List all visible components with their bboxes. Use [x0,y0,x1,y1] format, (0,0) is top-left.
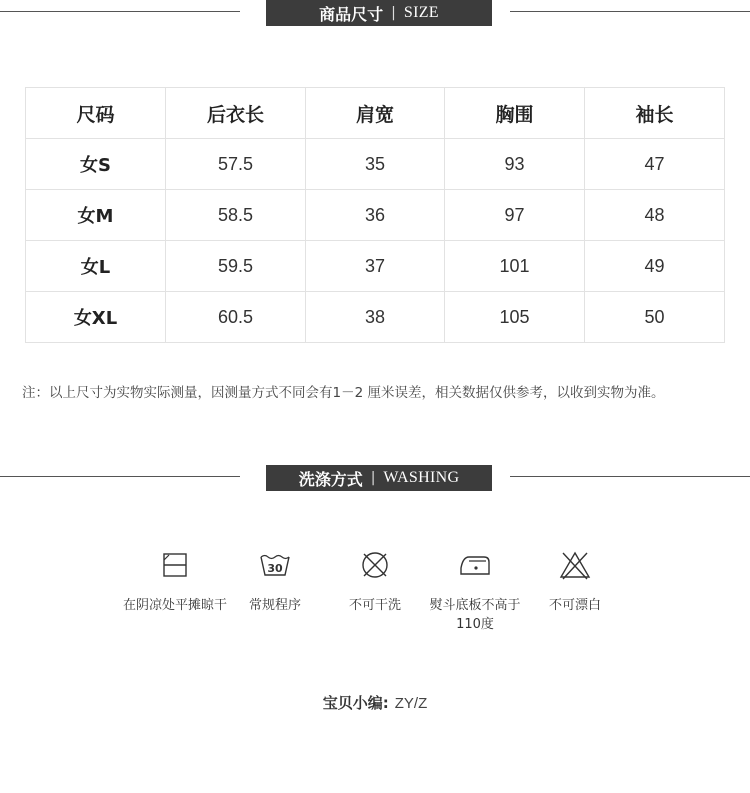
washing-section-header [0,465,750,491]
iron-low-icon [458,548,492,582]
cell-value: 37 [306,241,445,292]
cell-value: 38 [306,292,445,343]
size-table-header-row [26,88,725,139]
cell-value: 35 [306,139,445,190]
cell-value: 48 [585,190,725,241]
washing-title-cn: 洗涤方式 [298,469,363,489]
no-dry-clean-icon [358,548,392,582]
size-title-en: SIZE [403,4,439,21]
table-row [26,139,725,190]
care-label: 熨斗底板不高于110度 [429,598,521,632]
cell-value: 57.5 [166,139,306,190]
cell-value: 97 [445,190,585,241]
cell-value: 60.5 [166,292,306,343]
header-shoulder-width: 肩宽 [306,88,445,139]
dry-flat-shade-icon [158,548,192,582]
cell-size: 女XL [26,292,166,343]
cell-value: 105 [445,292,585,343]
header-back-length: 后衣长 [166,88,306,139]
svg-text:30: 30 [267,562,283,575]
size-title-cn: 商品尺寸 [319,4,384,24]
care-label: 在阴凉处平摊晾干 [122,598,227,613]
cell-value: 49 [585,241,725,292]
care-label: 不可干洗 [348,598,401,613]
header-chest: 胸围 [445,88,585,139]
cell-size: 女L [26,241,166,292]
cell-value: 101 [445,241,585,292]
measurement-note: 注：以上尺寸为实物实际测量，因测量方式不同会有1－2 厘米误差，相关数据仅供参考，以收到实物为准。 [22,385,665,401]
care-item-no-dry-clean [320,548,430,615]
size-table [25,87,725,343]
editor-label: 宝贝小编: [322,694,389,712]
cell-value: 50 [585,292,725,343]
header-size: 尺码 [26,88,166,139]
care-item-no-bleach [520,548,630,615]
title-separator: | [370,470,376,486]
table-row [26,190,725,241]
table-row [26,241,725,292]
care-item-iron-low [420,548,530,634]
cell-value: 93 [445,139,585,190]
wash-30-icon [258,548,292,582]
table-row [26,292,725,343]
cell-value: 59.5 [166,241,306,292]
divider-line-left [0,11,240,12]
cell-size: 女S [26,139,166,190]
no-bleach-icon [558,548,592,582]
washing-section-title [266,465,492,491]
size-section-header [0,0,750,26]
editor-credit [0,692,750,713]
cell-value: 58.5 [166,190,306,241]
title-separator: | [391,5,396,21]
divider-line-right [510,476,750,477]
cell-size: 女M [26,190,166,241]
washing-title-en: WASHING [383,469,460,486]
care-item-dry-flat [120,548,230,615]
size-section-title [266,0,492,26]
cell-value: 47 [585,139,725,190]
divider-line-right [510,11,750,12]
care-label: 不可漂白 [548,598,601,613]
divider-line-left [0,476,240,477]
header-sleeve-length: 袖长 [585,88,725,139]
cell-value: 36 [306,190,445,241]
care-item-wash-30 [220,548,330,615]
care-label: 常规程序 [248,598,301,613]
editor-value: ZY/Z [394,695,428,712]
